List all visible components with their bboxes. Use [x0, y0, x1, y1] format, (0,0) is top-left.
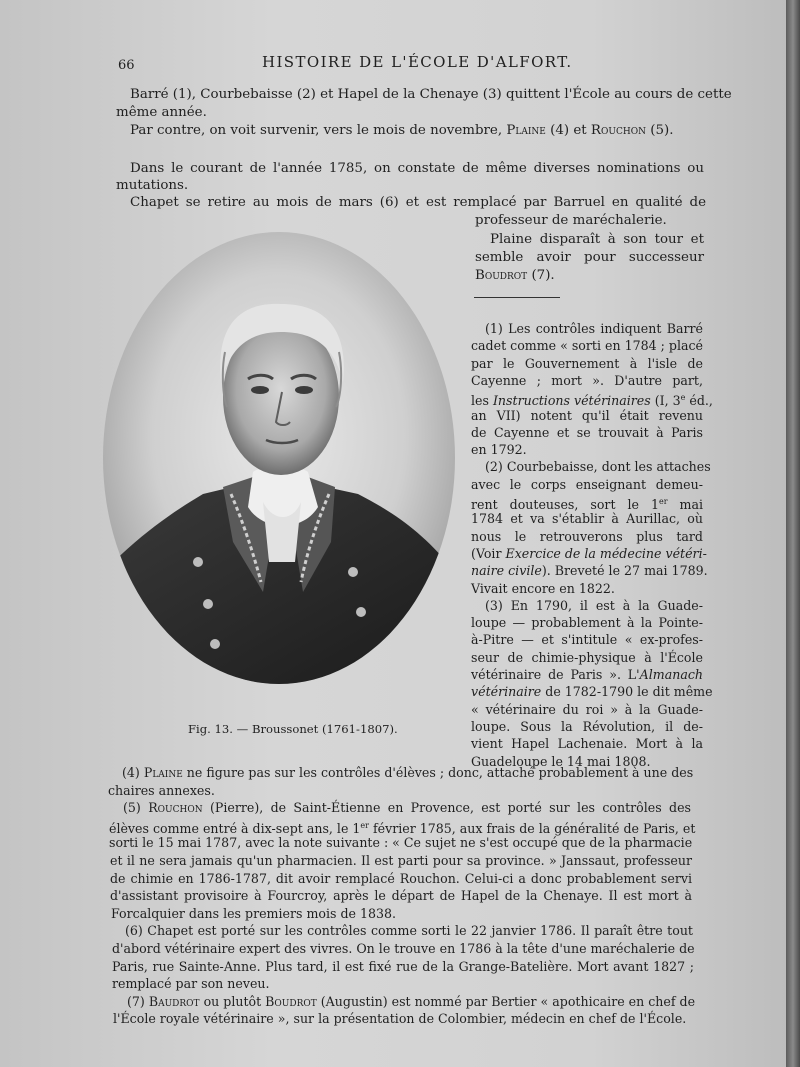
text-run: en 1792.: [471, 442, 527, 458]
text-run: (4): [122, 765, 144, 780]
side-note-line: [471, 407, 703, 424]
text-run: (1) Les contrôles indiquent Barré: [485, 321, 703, 336]
text-run: (6) Chapet est porté sur les contrôles comme sorti le 22 janvier 1786. Il paraît être tout: [125, 923, 693, 939]
side-note-line: [471, 580, 615, 597]
text-run: Rouchon: [148, 800, 203, 816]
text-run: (3) En 1790, il est à la Guade-: [485, 597, 703, 613]
text-run: Forcalquier dans les premiers mois de 1838.: [111, 905, 397, 921]
text-run: naire civile: [471, 563, 542, 579]
footnote-rule: [474, 297, 560, 298]
footnote-line: [111, 905, 396, 922]
side-note-line: [471, 424, 703, 441]
side-note-line: [471, 545, 707, 562]
footnote-line: [123, 799, 691, 816]
side-note-line: [485, 320, 703, 337]
text-run: avec le corps enseignant demeu-: [471, 476, 703, 492]
text-run: mai: [667, 497, 703, 513]
text-run: sorti le 15 mai 1787, avec la note suivante : « Ce sujet ne s'est occupé que de la pharmacie: [109, 835, 693, 851]
text-run: ne figure pas sur les contrôles d'élèves ; donc, attaché probablement à une des: [182, 765, 694, 780]
footnote-line: [110, 870, 692, 887]
text-run: (5): [123, 800, 149, 816]
text-run: éd.,: [685, 393, 713, 409]
text-run: vétérinaire de Paris ». L': [471, 667, 640, 682]
side-note-line: [471, 718, 703, 735]
text-run: Boudrot: [265, 993, 317, 1009]
text-run: vient Hapel Lachenaie. Mort à la: [471, 736, 703, 752]
text-run: Dans le courant de l'année 1785, on constate de même diverses nominations ou: [130, 161, 704, 176]
text-run: (4) et: [545, 123, 591, 138]
text-run: de Cayenne et se trouvait à Paris: [471, 424, 703, 440]
text-run: de 1782-1790 le dit même: [541, 684, 713, 700]
text-run: ). Breveté le 27 mai 1789.: [541, 563, 708, 579]
text-run: cadet comme « sorti en 1784 ; placé: [471, 338, 703, 354]
text-run: par le Gouvernement à l'isle de: [471, 355, 703, 371]
text-run: e: [680, 393, 686, 403]
text-run: Instructions vétérinaires: [492, 393, 651, 409]
text-run: remplacé par son neveu.: [112, 976, 270, 992]
footnote-line: [108, 782, 215, 799]
text-run: et il ne sera jamais qu'un pharmacien. Il est parti pour sa province. » Janssaut, professeur: [110, 853, 692, 868]
text-run: élèves comme entré à dix-sept ans, le 1: [109, 820, 361, 836]
footnote-line: [109, 834, 692, 851]
text-run: Paris, rue Sainte-Anne. Plus tard, il est fixé rue de la Grange-Batelière. Mort avant 1827 ;: [112, 958, 694, 974]
footnote-line: [122, 764, 693, 781]
body-line: [490, 231, 704, 248]
text-run: les: [471, 393, 493, 409]
text-run: mutations.: [116, 178, 189, 193]
text-run: Par contre, on voit survenir, vers le mois de novembre,: [130, 123, 507, 138]
text-run: Cayenne ; mort ». D'autre part,: [471, 372, 703, 388]
text-run: professeur de maréchalerie.: [475, 213, 667, 228]
side-note-line: [471, 562, 708, 579]
side-note-line: [485, 458, 711, 475]
side-note-line: [471, 510, 703, 527]
text-run: seur de chimie-physique à l'École: [471, 649, 703, 665]
text-run: « vétérinaire du roi » à la Guade-: [471, 701, 703, 717]
page-number: 66: [118, 58, 135, 73]
text-run: même année.: [116, 105, 207, 120]
text-run: février 1785, aux frais de la généralité de Paris, et: [368, 820, 696, 836]
body-line: [130, 86, 732, 103]
footnote-line: [112, 975, 270, 992]
footnote-line: [127, 993, 695, 1010]
text-run: (5).: [645, 123, 674, 138]
body-line: [116, 177, 188, 194]
text-run: (2) Courbebaisse, dont les attaches: [485, 459, 711, 475]
text-run: Rouchon: [590, 123, 646, 138]
text-run: Baudrot: [148, 993, 200, 1009]
text-run: de chimie en 1786-1787, dit avoir remplacé Rouchon. Celui-ci a donc probablement servi: [110, 870, 692, 886]
side-note-line: [471, 476, 703, 493]
body-line: [130, 194, 706, 211]
text-run: 1784 et va s'établir à Aurillac, où: [471, 511, 703, 527]
text-run: an VII) notent qu'il était revenu: [471, 407, 703, 423]
text-run: Plaine: [506, 123, 546, 138]
text-run: (7): [127, 993, 149, 1009]
text-run: Almanach: [639, 667, 703, 682]
side-note-line: [471, 372, 703, 389]
side-note-line: [471, 666, 703, 683]
side-note-line: [471, 614, 703, 631]
text-run: Chapet se retire au mois de mars (6) et est remplacé par Barruel en qualité de: [130, 195, 706, 210]
text-run: er: [360, 820, 369, 830]
body-line: [116, 104, 207, 121]
text-run: Boudrot: [475, 268, 528, 283]
text-run: (Augustin) est nommé par Bertier « apothicaire en chef de: [316, 993, 696, 1009]
text-run: Exercice de la médecine vétéri-: [505, 545, 707, 561]
book-gutter: [786, 0, 800, 1067]
text-run: d'abord vétérinaire expert des vivres. On le trouve en 1786 à la tête d'une maréchalerie de: [112, 941, 695, 956]
text-run: ou plutôt: [199, 993, 266, 1009]
text-run: er: [658, 497, 668, 506]
body-line: [475, 212, 667, 229]
side-note-line: [471, 735, 703, 752]
running-head: HISTOIRE DE L'ÉCOLE D'ALFORT.: [262, 53, 573, 71]
footnote-line: [113, 1010, 686, 1027]
side-note-line: [471, 355, 703, 372]
side-note-line: [471, 649, 703, 666]
text-run: l'École royale vétérinaire », sur la présentation de Colombier, médecin en chef de l'École.: [113, 1011, 687, 1027]
side-note-line: [471, 701, 703, 718]
text-run: loupe. Sous la Révolution, il de-: [471, 718, 703, 734]
text-run: Plaine: [143, 765, 183, 780]
body-line: [475, 267, 555, 284]
text-run: loupe — probablement à la Pointe-: [471, 615, 703, 631]
text-run: Barré (1), Courbebaisse (2) et Hapel de la Chenaye (3) quittent l'École au cours de cette: [130, 87, 732, 102]
footnote-line: [110, 852, 692, 869]
text-run: Plaine disparaît à son tour et: [490, 232, 704, 247]
text-run: (I, 3: [650, 393, 681, 409]
footnote-line: [112, 940, 695, 957]
text-run: chaires annexes.: [108, 782, 215, 798]
engraved-portrait-icon: [103, 232, 455, 684]
footnote-line: [110, 887, 692, 904]
text-run: à-Pitre — et s'intitule « ex-profes-: [471, 632, 703, 648]
text-run: rent douteuses, sort le 1: [471, 497, 659, 513]
text-run: (Pierre), de Saint-Étienne en Provence, est porté sur les contrôles des: [202, 800, 691, 816]
text-run: (Voir: [471, 545, 506, 561]
text-run: nous le retrouverons plus tard: [471, 528, 703, 544]
text-run: vétérinaire: [471, 684, 542, 700]
footnote-line: [112, 958, 694, 975]
side-note-line: [471, 528, 703, 545]
text-run: Guadeloupe le 14 mai 1808.: [471, 753, 651, 769]
side-note-line: [471, 337, 703, 354]
side-note-line: [471, 683, 713, 700]
side-note-line: [485, 597, 703, 614]
body-line: [130, 122, 673, 139]
footnote-line: [125, 922, 693, 939]
body-line: [475, 249, 704, 266]
text-run: (7).: [527, 268, 555, 283]
text-run: Vivait encore en 1822.: [471, 580, 615, 596]
side-note-line: [471, 631, 703, 648]
figure-caption: Fig. 13. — Broussonet (1761-1807).: [188, 722, 398, 736]
text-run: d'assistant provisoire à Fourcroy, après le départ de Hapel de la Chenaye. Il est mort à: [110, 888, 692, 904]
text-run: semble avoir pour successeur: [475, 250, 704, 265]
side-note-line: [471, 441, 527, 458]
body-line: [130, 160, 704, 177]
